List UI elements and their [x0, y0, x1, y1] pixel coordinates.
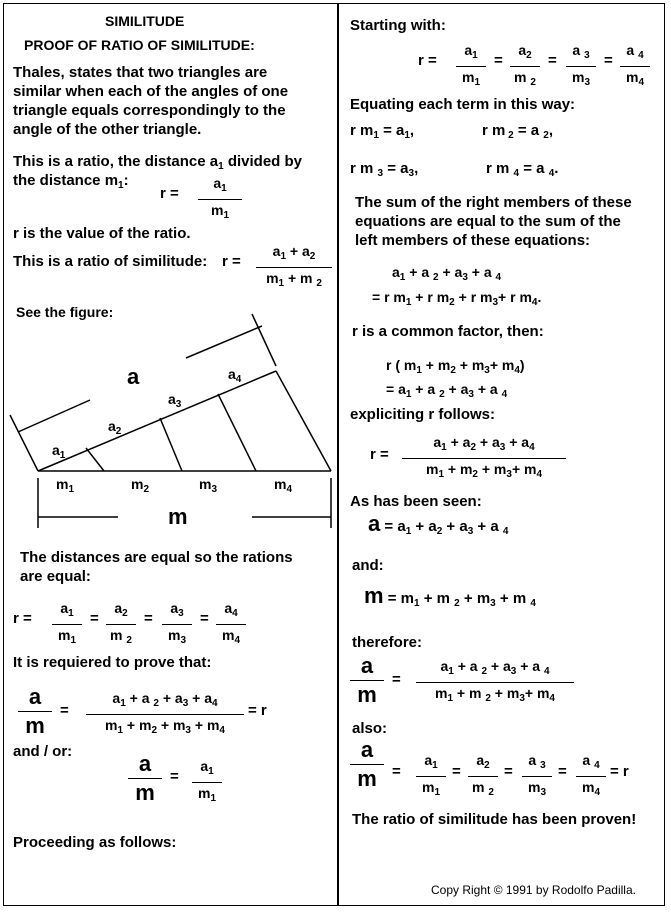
- also-text: also:: [352, 720, 388, 737]
- ratio-line-2: the distance $m_1$:: [13, 172, 129, 191]
- eq-sign: =: [504, 763, 513, 780]
- ratio-3: $a_3$ $m_3$: [162, 600, 192, 649]
- start-ratio-3: a $_3$ $m_3$: [566, 42, 596, 91]
- left-edge-line: [10, 415, 38, 471]
- equal-line-2: are equal:: [20, 568, 91, 585]
- eq-sign: =: [200, 610, 209, 627]
- right-edge-line: [276, 371, 331, 471]
- fraction-similitude: $a_1 + a_2$ $m_1 + m$ $_2$: [256, 243, 332, 292]
- as-seen-text: As has been seen:: [350, 493, 482, 510]
- expliciting-text: expliciting r follows:: [350, 406, 496, 423]
- equating-text: Equating each term in this way:: [350, 96, 576, 113]
- eq-sign: =: [170, 768, 179, 785]
- label-m: m: [168, 504, 188, 529]
- prove-text: It is requiered to prove that:: [13, 654, 212, 671]
- eq-sign: =: [392, 763, 401, 780]
- also-ratio-2: $a_2$ m $_2$: [468, 752, 498, 801]
- also-ratio-4: a $_4$ $m_4$: [576, 752, 606, 801]
- therefore-text: therefore:: [352, 634, 423, 651]
- start-ratio-2: $a_2$ m $_2$: [510, 42, 540, 91]
- sum-line-1: The sum of the right members of these: [355, 194, 632, 211]
- label-m4: $m_4$: [274, 476, 293, 495]
- ratio-1: $a_1$ $m_1$: [52, 600, 82, 649]
- fraction-sum: $a_1 + a$ $_2 + a_3 + a_4$ $m_1 + m_2 + m_3 + m_4$: [86, 690, 244, 739]
- sum-line-2: equations are equal to the sum of the: [355, 213, 621, 230]
- ratio-line-1: This is a ratio, the distance $a_1$ divided by: [13, 153, 302, 172]
- factored-r: r ( $m_1 + m_2 + m_3+ m_4$): [386, 357, 525, 376]
- hypotenuse-line: [38, 371, 276, 471]
- r-eq-explicit: r =: [370, 446, 389, 463]
- eq-sign: =: [144, 610, 153, 627]
- ratios-r-equals: r =: [13, 610, 32, 627]
- eq-sign: =: [558, 763, 567, 780]
- explicit-fraction: $a_1 + a_2 + a_3 + a_4$ $m_1 + m_2 + m_3+ m_4$: [402, 434, 566, 483]
- and-or-text: and / or:: [13, 743, 73, 760]
- label-a2: $a_2$: [108, 418, 122, 437]
- fraction-a-m-2: a m: [128, 752, 162, 805]
- equals-r: = r: [248, 702, 267, 719]
- fraction-a-m: a m: [18, 685, 52, 738]
- and-text: and:: [352, 557, 384, 574]
- sum-a: $a_1 + a$ $_2 + a_3 + a$ $_4$: [392, 264, 502, 283]
- eq-sign: =: [90, 610, 99, 627]
- eq-r-m2: r m $_2$ = a $_2$,: [482, 122, 554, 141]
- eq-sign: =: [60, 702, 69, 719]
- r-equals: r =: [160, 185, 179, 202]
- thales-line-1: Thales, states that two triangles are: [13, 64, 268, 81]
- copyright-text: Copy Right © 1991 by Rodolfo Padilla.: [431, 883, 636, 897]
- start-ratio-1: $a_1$ $m_1$: [456, 42, 486, 91]
- thales-line-2: similar when each of the angles of one: [13, 83, 289, 100]
- r-eq-start: r =: [418, 52, 437, 69]
- proceeding-text: Proceeding as follows:: [13, 834, 177, 851]
- top-tick-line: [252, 314, 276, 366]
- m-sum: $m = m_1 + m$ $_2 + m_3 + m$ $_4$: [364, 583, 536, 609]
- eq-r-m4: r m $_4$ = a $_4$.: [486, 160, 559, 179]
- divider-m2-m3: [160, 418, 182, 471]
- fraction-a1-m1-2: $a_1$ $m_1$: [192, 758, 222, 807]
- eq-sign: =: [548, 52, 557, 69]
- r-value-text: r is the value of the ratio.: [13, 225, 191, 242]
- factored-a: = $a_1 + a$ $_2 + a_3 + a$ $_4$: [386, 381, 508, 400]
- r-equals-2: r =: [222, 253, 241, 270]
- subtitle: PROOF OF RATIO OF SIMILITUDE:: [24, 37, 255, 53]
- equals-r-2: = r: [610, 763, 629, 780]
- eq-sign: =: [452, 763, 461, 780]
- label-a4: $a_4$: [228, 366, 242, 385]
- thales-line-3: triangle equals correspondingly to the: [13, 102, 286, 119]
- common-text: r is a common factor, then:: [352, 323, 544, 340]
- eq-sign: =: [494, 52, 503, 69]
- label-a1: $a_1$: [52, 442, 66, 461]
- eq-sign: =: [392, 671, 401, 688]
- label-a3: $a_3$: [168, 391, 182, 410]
- sum-rm: = r $m_1 + r$ $m_2 + r$ $m_3+ r$ $m_4$.: [372, 289, 542, 308]
- also-ratio-1: $a_1$ $m_1$: [416, 752, 446, 801]
- divider-m3-m4: [218, 394, 256, 471]
- label-a: a: [127, 364, 140, 389]
- equal-line-1: The distances are equal so the rations: [20, 549, 293, 566]
- therefore-fraction: $a_1 + a$ $_2 + a_3 + a$ $_4$ $m_1 + m$ $_2 + m_3+ m_4$: [416, 658, 574, 707]
- see-figure: See the figure:: [16, 304, 114, 320]
- ratio-4: $a_4$ $m_4$: [216, 600, 246, 649]
- title: SIMILITUDE: [105, 13, 185, 29]
- eq-r-m1: r $m_1 = a_1$,: [350, 122, 415, 141]
- similitude-text: This is a ratio of similitude:: [13, 253, 208, 270]
- fraction-a-m-4: a m: [350, 738, 384, 791]
- divider-m1-m2: [86, 448, 104, 471]
- thales-line-4: angle of the other triangle.: [13, 121, 202, 138]
- ratio-2: $a_2$ m $_2$: [106, 600, 136, 649]
- a-sum: $a = a_1 + a_2 + a_3 + a$ $_4$: [368, 511, 509, 537]
- eq-r-m3: r m $_3 = a_3$,: [350, 160, 419, 179]
- label-m1: $m_1$: [56, 476, 75, 495]
- proven-text: The ratio of similitude has been proven!: [352, 811, 637, 828]
- dimension-a-left: [18, 400, 90, 432]
- triangle-figure: [0, 300, 338, 540]
- dimension-a-right: [186, 326, 262, 358]
- starting-text: Starting with:: [350, 17, 446, 34]
- sum-line-3: left members of these equations:: [355, 232, 591, 249]
- label-m3: $m_3$: [199, 476, 218, 495]
- also-ratio-3: a $_3$ $m_3$: [522, 752, 552, 801]
- fraction-a1-m1: $a_1$ $m_1$: [198, 175, 242, 224]
- eq-sign: =: [604, 52, 613, 69]
- start-ratio-4: a $_4$ $m_4$: [620, 42, 650, 91]
- label-m2: $m_2$: [131, 476, 150, 495]
- fraction-a-m-3: a m: [350, 654, 384, 707]
